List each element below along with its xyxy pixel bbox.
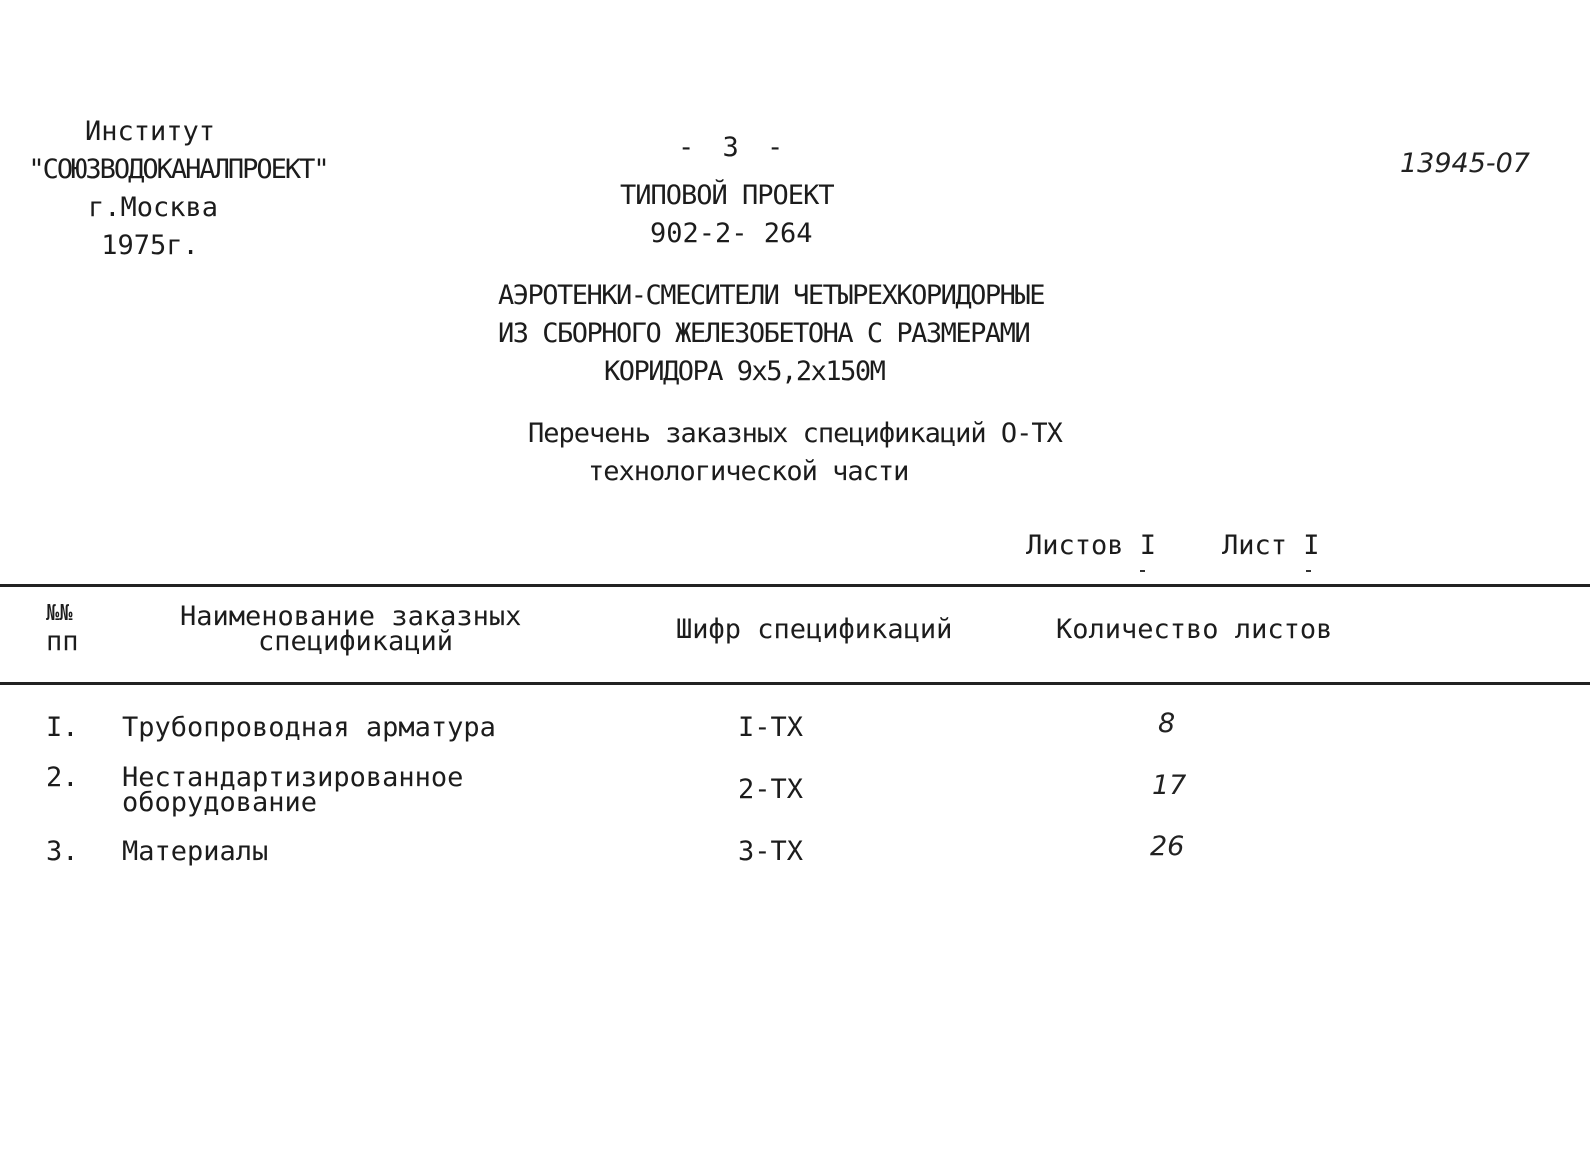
subtitle-line-2: технологической части (588, 456, 909, 487)
title-line-2: ИЗ СБОРНОГО ЖЕЛЕЗОБЕТОНА С РАЗМЕРАМИ (498, 318, 1030, 349)
scan-mark (1140, 570, 1145, 572)
project-number: 902-2- 264 (650, 218, 813, 249)
archive-number: 13945-07 (1400, 148, 1530, 179)
header-num-line-1: №№ (46, 601, 73, 626)
row-code: 2-ТХ (738, 774, 804, 805)
header-num-line-2: пп (46, 626, 79, 657)
page-number: - 3 - (678, 132, 790, 163)
institute-year: 1975г. (101, 230, 199, 261)
header-count: Количество листов (1056, 614, 1333, 645)
header-name-line-2: спецификаций (258, 626, 454, 657)
table-top-rule (0, 584, 1590, 587)
scan-mark (1306, 570, 1311, 572)
row-name-continued: оборудование (122, 787, 318, 818)
institute-name: "СОЮЗВОДОКАНАЛПРОЕКТ" (28, 154, 328, 185)
title-line-3: КОРИДОРА 9х5,2х150М (604, 356, 885, 387)
header-code: Шифр спецификаций (676, 614, 953, 645)
row-number: 3. (46, 836, 79, 867)
row-count: 26 (1150, 831, 1185, 862)
title-line-1: АЭРОТЕНКИ-СМЕСИТЕЛИ ЧЕТЫРЕХКОРИДОРНЫЕ (498, 280, 1044, 311)
row-code: 3-ТХ (738, 836, 804, 867)
row-number: I. (46, 712, 79, 743)
row-name: Материалы (122, 836, 269, 867)
table-header-rule (0, 682, 1590, 685)
institute-label: Институт (84, 116, 216, 147)
row-number: 2. (46, 762, 79, 793)
subtitle-line-1: Перечень заказных спецификаций О-ТХ (528, 418, 1062, 449)
header-name-line-1: Наименование заказных (180, 601, 522, 632)
row-name: Нестандартизированное (122, 762, 464, 793)
institute-city: г.Москва (87, 192, 219, 223)
row-count: 8 (1158, 708, 1176, 739)
sheets-total: Листов I (1026, 530, 1157, 561)
row-count: 17 (1152, 770, 1187, 801)
row-code: I-ТХ (738, 712, 804, 743)
project-type: ТИПОВОЙ ПРОЕКТ (620, 180, 834, 211)
row-name: Трубопроводная арматура (122, 712, 496, 743)
sheets-current: Лист I (1222, 530, 1320, 561)
